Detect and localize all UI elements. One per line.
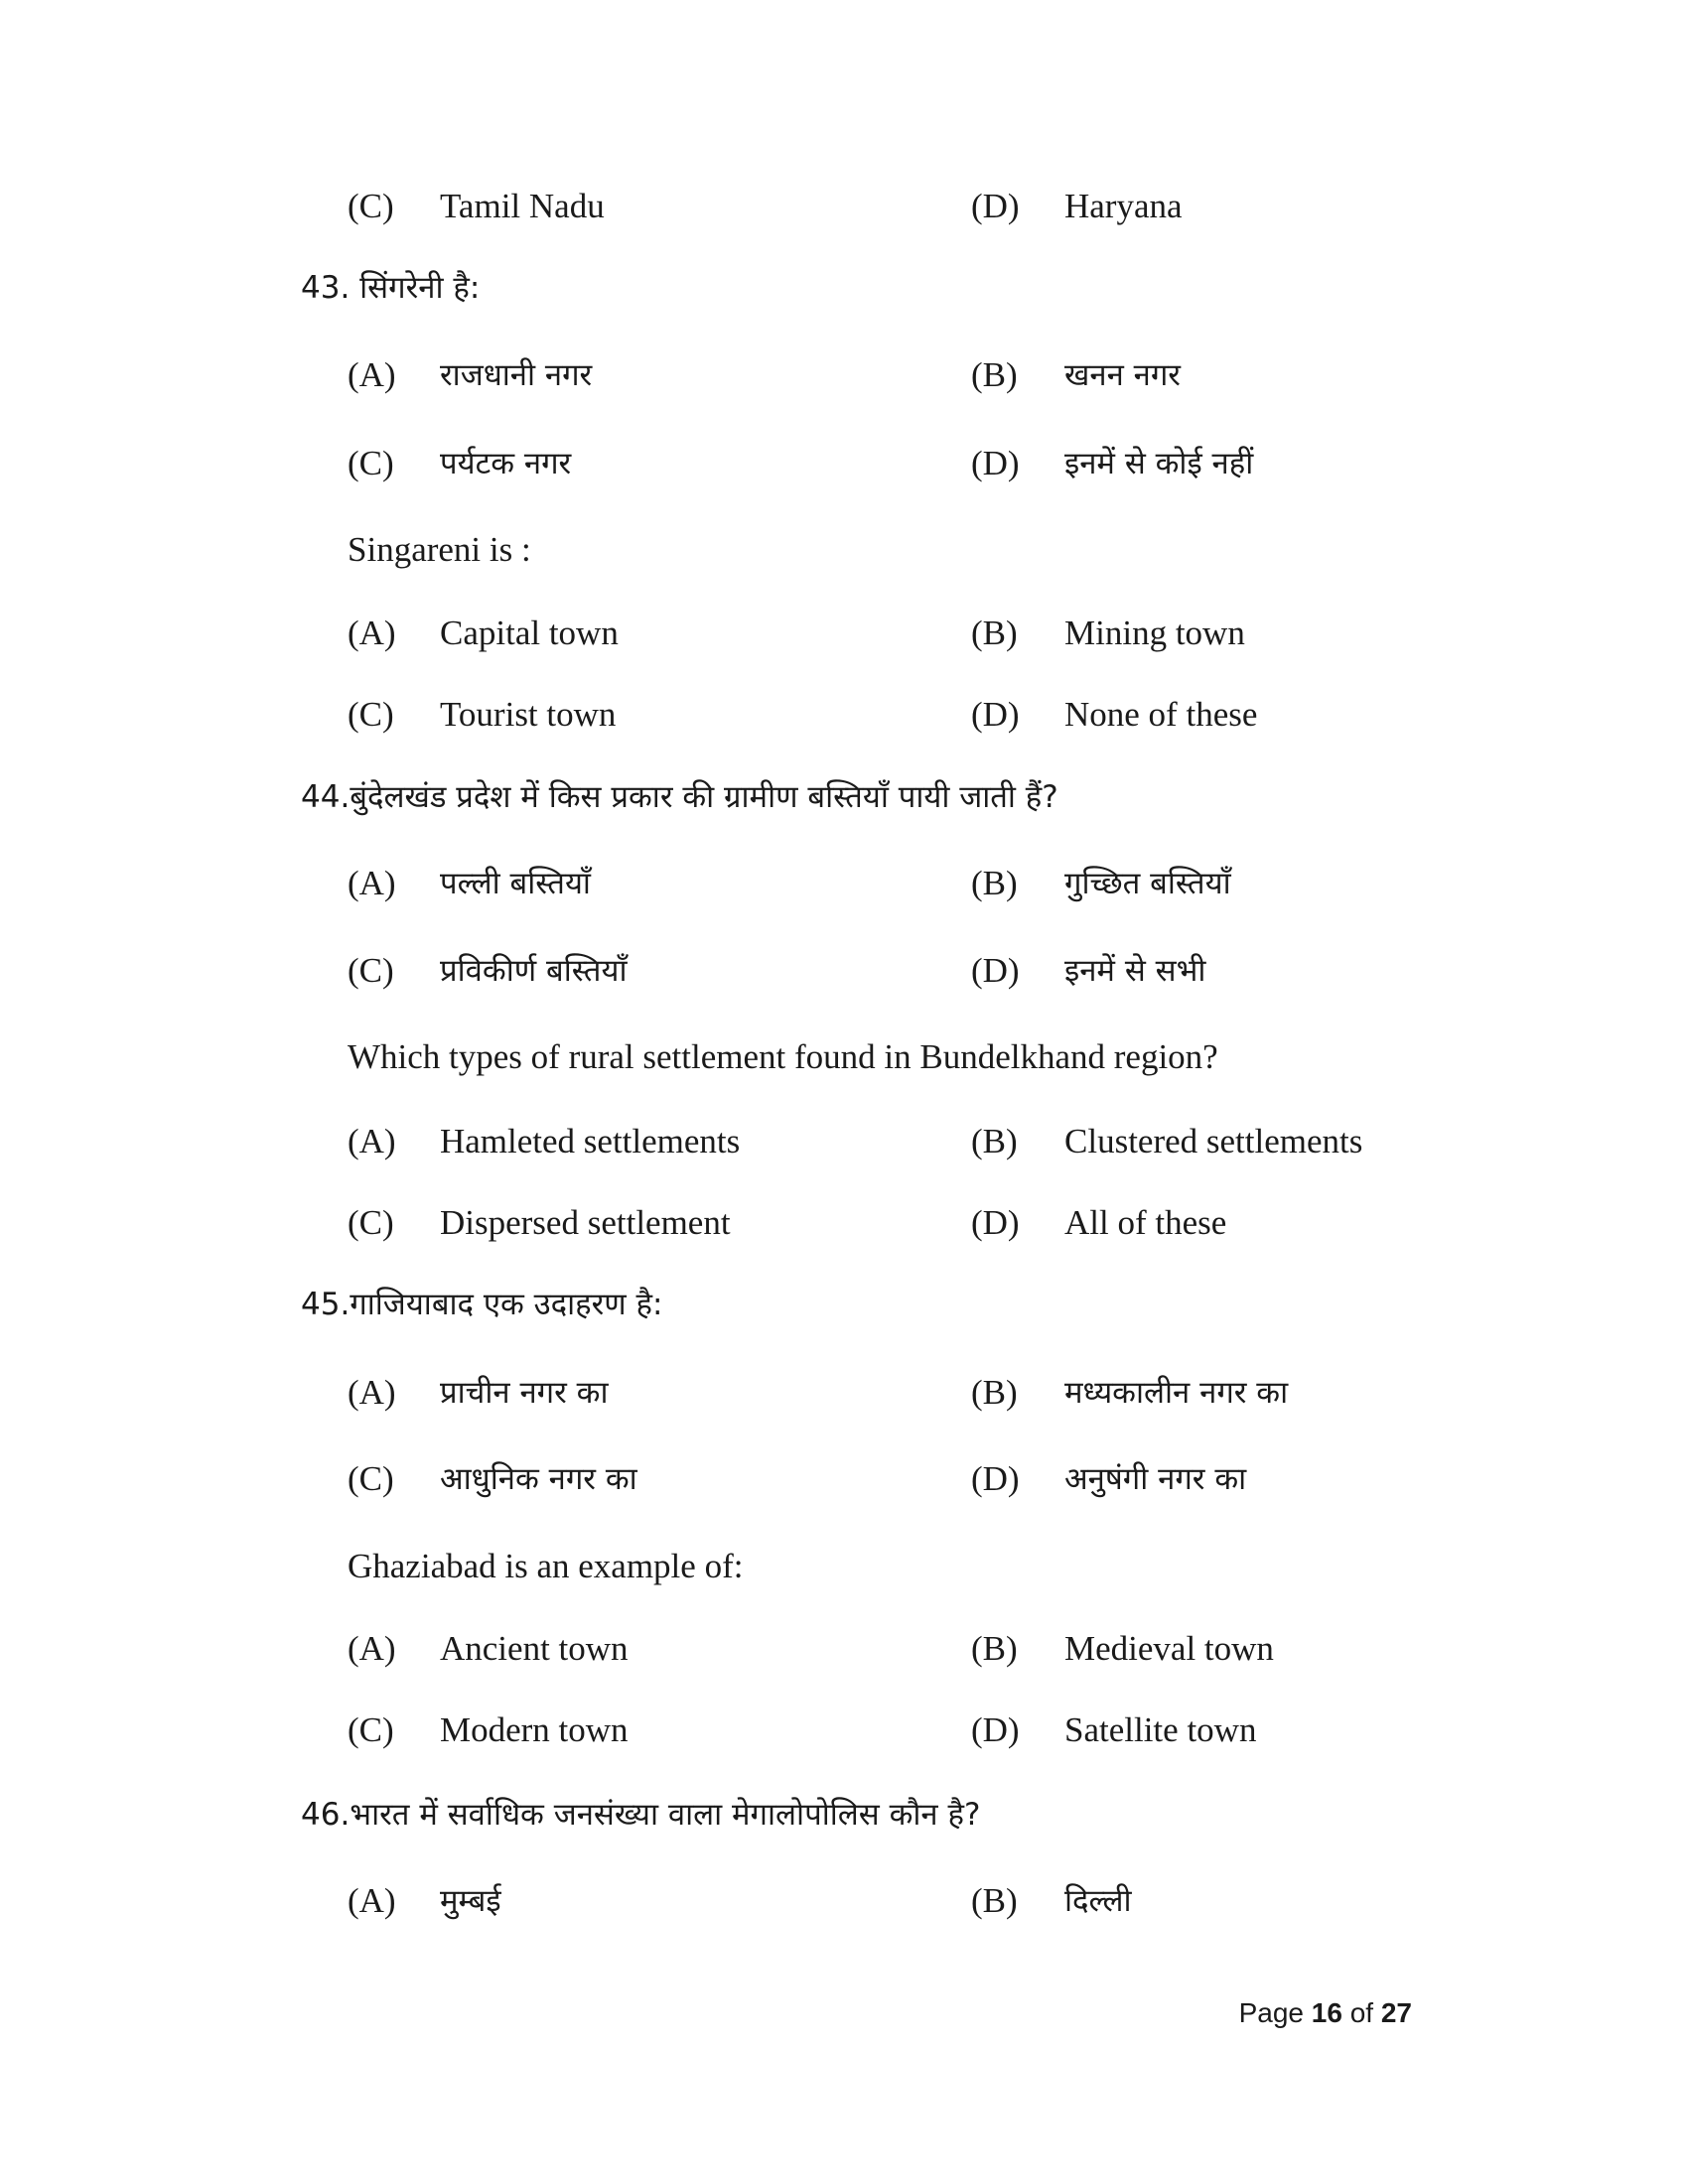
option-text: राजधानी नगर xyxy=(440,357,593,393)
option-label: (C) xyxy=(348,951,394,990)
option-label: (A) xyxy=(348,1629,396,1668)
option-text: Tamil Nadu xyxy=(440,187,605,225)
option-label: (B) xyxy=(971,614,1018,652)
option-text: गुच्छित बस्तियाँ xyxy=(1064,866,1231,901)
option-label: (B) xyxy=(971,1629,1018,1668)
option-text: इनमें से कोई नहीं xyxy=(1064,446,1254,481)
option-label: (A) xyxy=(348,1373,396,1412)
option-label: (C) xyxy=(348,444,394,482)
option-label: (B) xyxy=(971,1881,1018,1920)
option-text: पर्यटक नगर xyxy=(440,446,572,481)
option-text: None of these xyxy=(1064,695,1258,734)
option-text: Modern town xyxy=(440,1710,629,1749)
option-label: (A) xyxy=(348,355,396,394)
option-label: (C) xyxy=(348,695,394,734)
option-text: Clustered settlements xyxy=(1064,1122,1363,1160)
option-label: (B) xyxy=(971,1373,1018,1412)
option-text: आधुनिक नगर का xyxy=(440,1461,637,1497)
option-label: (D) xyxy=(971,1710,1020,1749)
option-label: (B) xyxy=(971,1122,1018,1160)
question-43-hindi: 43. सिंगरेनी है: xyxy=(301,270,481,306)
option-text: Medieval town xyxy=(1064,1629,1274,1668)
question-43-english: Singareni is : xyxy=(348,530,531,569)
option-label: (C) xyxy=(348,187,394,225)
option-label: (D) xyxy=(971,187,1020,225)
option-label: (D) xyxy=(971,1459,1020,1498)
option-text: Hamleted settlements xyxy=(440,1122,741,1160)
option-text: अनुषंगी नगर का xyxy=(1064,1461,1247,1497)
option-text: Tourist town xyxy=(440,695,617,734)
option-text: मुम्बई xyxy=(440,1883,501,1919)
option-label: (D) xyxy=(971,695,1020,734)
option-text: दिल्ली xyxy=(1064,1883,1132,1919)
question-44-hindi: 44.बुंदेलखंड प्रदेश में किस प्रकार की ग्रामीण बस्तियाँ पायी जाती हैं? xyxy=(301,779,1058,815)
option-text: Dispersed settlement xyxy=(440,1203,731,1242)
question-46-hindi: 46.भारत में सर्वाधिक जनसंख्या वाला मेगालोपोलिस कौन है? xyxy=(301,1797,981,1833)
option-text: All of these xyxy=(1064,1203,1227,1242)
option-label: (A) xyxy=(348,614,396,652)
option-label: (C) xyxy=(348,1459,394,1498)
option-text: Ancient town xyxy=(440,1629,629,1668)
option-text: इनमें से सभी xyxy=(1064,953,1206,989)
option-label: (C) xyxy=(348,1203,394,1242)
option-text: Haryana xyxy=(1064,187,1183,225)
option-text: Mining town xyxy=(1064,614,1245,652)
page-number xyxy=(1239,1997,1412,2029)
question-45-hindi: 45.गाजियाबाद एक उदाहरण है: xyxy=(301,1287,663,1322)
question-45-english: Ghaziabad is an example of: xyxy=(348,1547,744,1585)
option-label: (B) xyxy=(971,355,1018,394)
option-text: Satellite town xyxy=(1064,1710,1257,1749)
option-label: (D) xyxy=(971,444,1020,482)
page-word: Page xyxy=(1238,1997,1304,2028)
total-pages: 27 xyxy=(1380,1997,1412,2028)
option-label: (A) xyxy=(348,864,396,902)
option-label: (C) xyxy=(348,1710,394,1749)
current-page: 16 xyxy=(1311,1997,1342,2028)
option-label: (A) xyxy=(348,1122,396,1160)
option-label: (D) xyxy=(971,1203,1020,1242)
option-text: प्रविकीर्ण बस्तियाँ xyxy=(440,953,628,989)
option-label: (A) xyxy=(348,1881,396,1920)
option-text: Capital town xyxy=(440,614,619,652)
option-label: (D) xyxy=(971,951,1020,990)
option-label: (B) xyxy=(971,864,1018,902)
option-text: प्राचीन नगर का xyxy=(440,1375,609,1411)
option-text: खनन नगर xyxy=(1064,357,1181,393)
option-text: मध्यकालीन नगर का xyxy=(1064,1375,1289,1411)
option-text: पल्ली बस्तियाँ xyxy=(440,866,591,901)
of-word: of xyxy=(1349,1997,1374,2028)
question-44-english: Which types of rural settlement found in Bundelkhand region? xyxy=(348,1037,1218,1076)
